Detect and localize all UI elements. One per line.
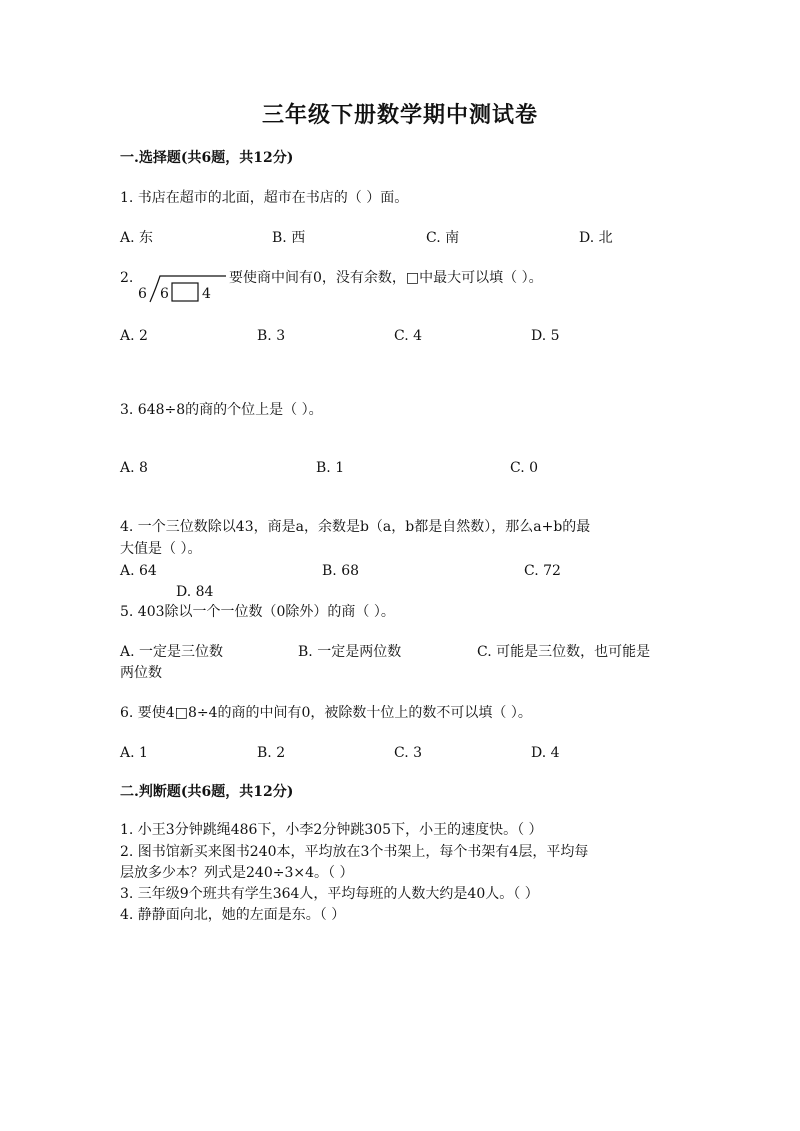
question-4-line-2: 大值是（ ）。 bbox=[120, 541, 202, 557]
q3-option-b: B. 1 bbox=[316, 460, 345, 476]
q2-option-d: D. 5 bbox=[531, 328, 560, 344]
q2-option-b: B. 3 bbox=[257, 328, 286, 344]
section-heading-choice: 一.选择题(共6题，共12分) bbox=[120, 150, 294, 166]
dividend-left-digit: 6 bbox=[160, 286, 169, 302]
q1-option-b: B. 西 bbox=[272, 230, 306, 246]
question-2-number: 2. bbox=[120, 270, 134, 286]
q5-option-c: C. 可能是三位数，也可能是 bbox=[477, 644, 651, 660]
q5-option-a: A. 一定是三位数 bbox=[120, 644, 224, 660]
q2-option-c: C. 4 bbox=[394, 328, 423, 344]
page-title: 三年级下册数学期中测试卷 bbox=[261, 102, 538, 128]
tf-question-2-line-2: 层放多少本？列式是240÷3×4。（ ） bbox=[120, 865, 354, 881]
q6-option-a: A. 1 bbox=[120, 745, 148, 761]
q5-option-c-continued: 两位数 bbox=[120, 665, 162, 681]
question-4-line-1: 4. 一个三位数除以43，商是a，余数是b（a，b都是自然数），那么a+b的最 bbox=[120, 519, 591, 535]
tf-question-3: 3. 三年级9个班共有学生364人，平均每班的人数大约是40人。（ ） bbox=[120, 886, 539, 902]
long-division-figure bbox=[136, 272, 228, 306]
q1-option-a: A. 东 bbox=[120, 230, 154, 246]
question-3: 3. 648÷8的商的个位上是（ ）。 bbox=[120, 402, 323, 418]
q4-option-a: A. 64 bbox=[120, 563, 157, 579]
q2-option-a: A. 2 bbox=[120, 328, 148, 344]
q6-option-c: C. 3 bbox=[394, 745, 423, 761]
question-5: 5. 403除以一个一位数（0除外）的商（ ）。 bbox=[120, 604, 395, 620]
blank-box bbox=[172, 283, 198, 301]
section-heading-true-false: 二.判断题(共6题，共12分) bbox=[120, 784, 294, 800]
question-2: 要使商中间有0，没有余数，□中最大可以填（ ）。 bbox=[229, 270, 543, 286]
q4-option-b: B. 68 bbox=[322, 563, 360, 579]
tf-question-4: 4. 静静面向北，她的左面是东。（ ） bbox=[120, 907, 346, 923]
q3-option-a: A. 8 bbox=[120, 460, 148, 476]
q5-option-b: B. 一定是两位数 bbox=[298, 644, 402, 660]
tf-question-2-line-1: 2. 图书馆新买来图书240本，平均放在3个书架上，每个书架有4层，平均每 bbox=[120, 844, 589, 860]
q4-option-d: D. 84 bbox=[176, 584, 214, 600]
divisor: 6 bbox=[138, 286, 147, 302]
q6-option-d: D. 4 bbox=[531, 745, 560, 761]
q3-option-c: C. 0 bbox=[510, 460, 539, 476]
q1-option-d: D. 北 bbox=[579, 230, 613, 246]
tf-question-1: 1. 小王3分钟跳绳486下，小李2分钟跳305下，小王的速度快。（ ） bbox=[120, 822, 543, 838]
question-6: 6. 要使4□8÷4的商的中间有0，被除数十位上的数不可以填（ ）。 bbox=[120, 705, 532, 721]
q1-option-c: C. 南 bbox=[426, 230, 460, 246]
q4-option-c: C. 72 bbox=[524, 563, 561, 579]
question-1: 1. 书店在超市的北面，超市在书店的（ ）面。 bbox=[120, 190, 409, 206]
dividend-right-digit: 4 bbox=[202, 286, 211, 302]
q6-option-b: B. 2 bbox=[257, 745, 286, 761]
